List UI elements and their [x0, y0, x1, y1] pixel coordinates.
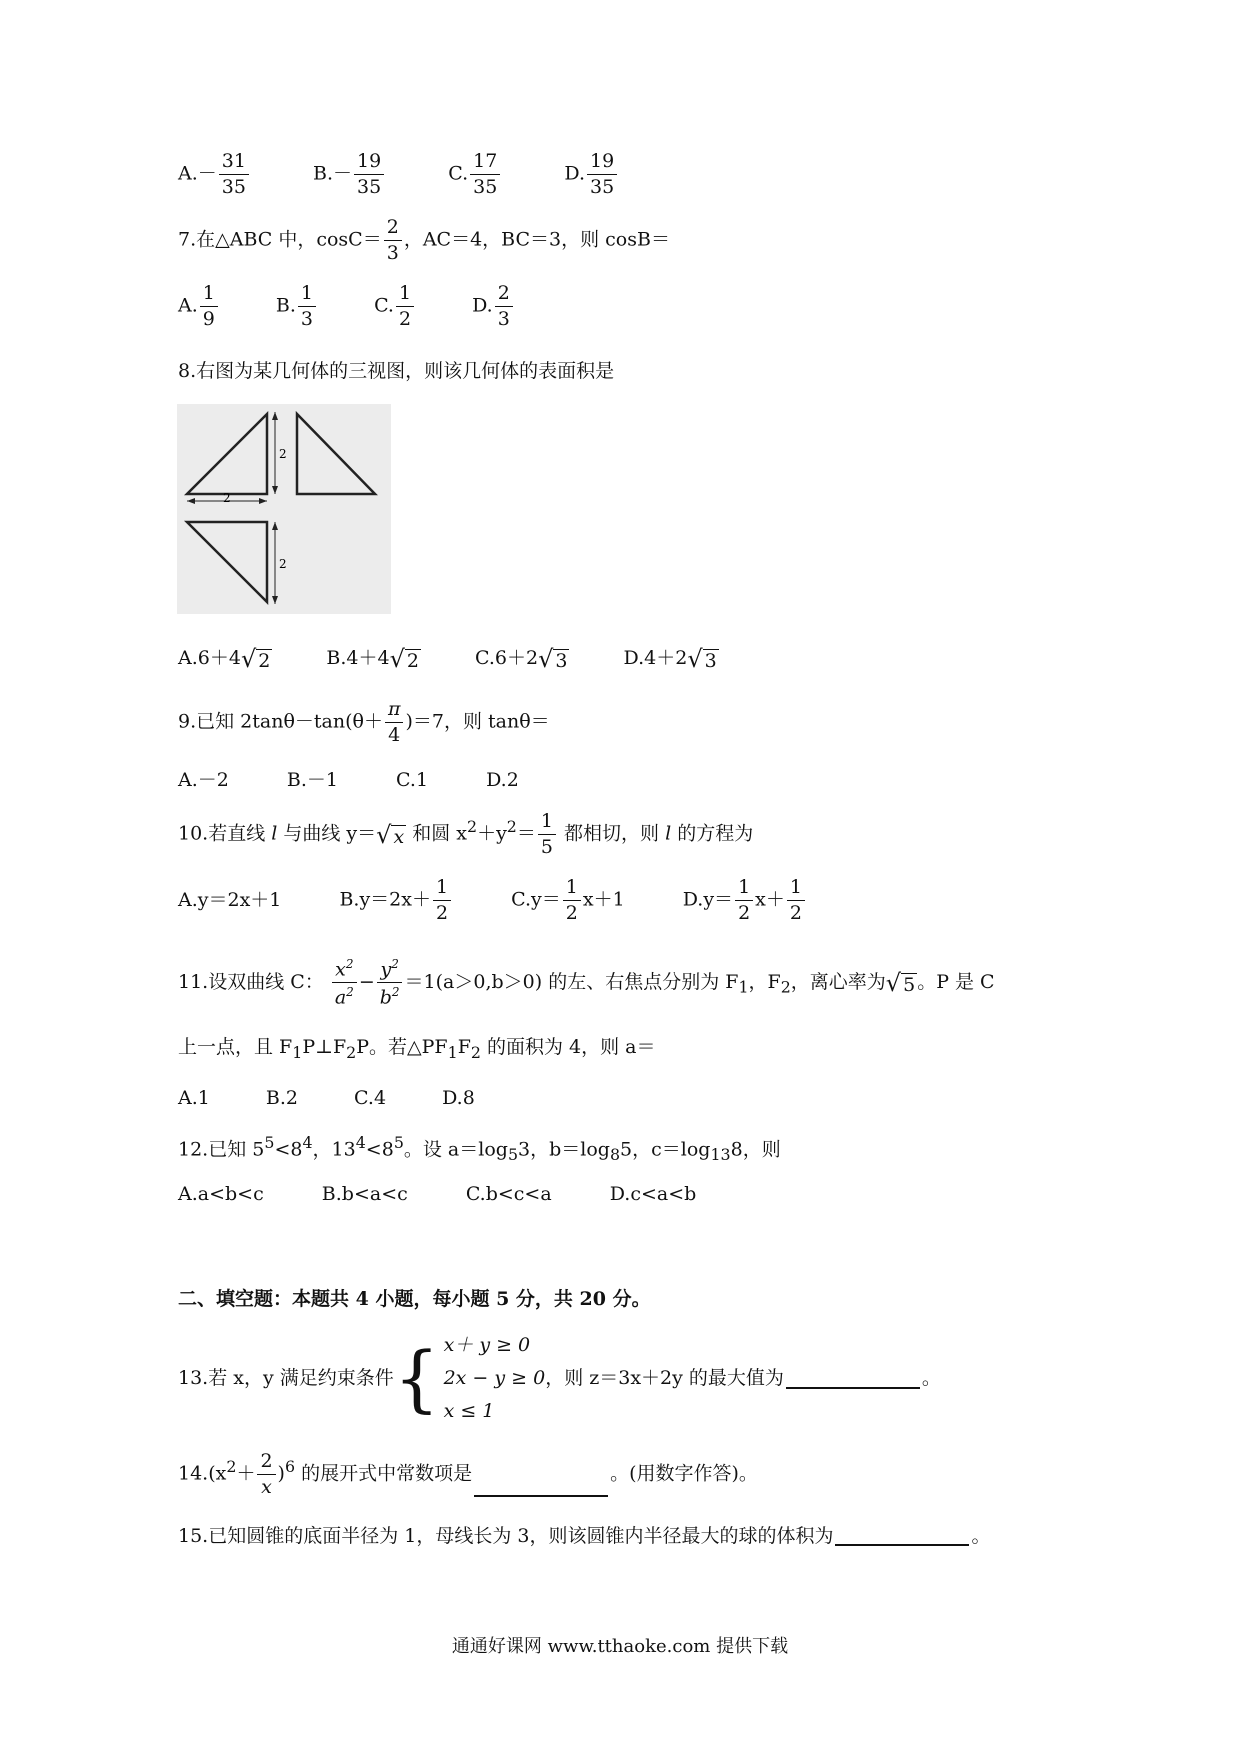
q9-option-a: A.－2 [178, 768, 229, 791]
front-height-label: 2 [279, 447, 287, 461]
q11-option-c: C.4 [354, 1086, 387, 1109]
constraint-system: { x＋ y ≥ 0 2x − y ≥ 0 x ≤ 1 [393, 1334, 546, 1422]
q12-option-b: B.b<a<c [321, 1182, 408, 1205]
q9-option-b: B.－1 [286, 768, 338, 791]
q6-option-d: D. $\frac{19}{35}$ [564, 152, 619, 197]
q9-options [178, 770, 519, 790]
q7-option-d: D. $\frac{2}{3}$ [472, 284, 515, 329]
three-view-figure [177, 404, 391, 614]
section-heading-fill-in: 二、填空题：本题共 4 小题，每小题 5 分，共 20 分。 [178, 1288, 651, 1310]
q10-option-d: D.y＝ $\frac{1}{2}$ x＋ $\frac{1}{2}$ [683, 878, 807, 923]
q8-option-b: B.4＋4√ 2 [326, 645, 419, 673]
q8-option-c: C.6＋2√ 3 [475, 645, 568, 673]
q8-question: 8.右图为某几何体的三视图，则该几何体的表面积是 [178, 360, 615, 382]
q15-question: 15.已知圆锥的底面半径为 1，母线长为 3，则该圆锥内半径最大的球的体积为 。 [178, 1525, 991, 1547]
q11-line2: 上一点，且 $F_1P\perp F_2P$。若$\triangle PF_1F_2$ 的面积为 4，则 a＝ [178, 1036, 656, 1062]
q7-options [178, 284, 515, 329]
three-view-svg [177, 404, 391, 614]
q14-question: $14.(x^2+$ $\frac{2}{x}$ )$^6$ 的展开式中常数项是 。(用数字作答)。 [178, 1450, 758, 1498]
front-width-label: 2 [223, 491, 231, 505]
page-footer: 通通好课网 www.tthaoke.com 提供下载 [451, 1636, 789, 1657]
q11-option-b: B.2 [265, 1086, 298, 1109]
q8-options [178, 647, 719, 671]
q15-answer-blank[interactable] [835, 1526, 969, 1546]
q11-options [178, 1088, 475, 1108]
top-height-label: 2 [279, 557, 287, 571]
q12-options [178, 1184, 696, 1204]
q11-question: 11.设双曲线 C： $\frac{x^2}{a^2}$ − $\frac{y^2}{b^2}$ ＝1(a＞0,b＞0) 的左、右焦点分别为 $F_1$，$F_2$，离心率为√ 5 。P 是 C [178, 957, 995, 1009]
q7-option-a: A. $\frac{1}{9}$ [178, 284, 220, 329]
q10-options [178, 878, 807, 923]
q12-option-a: A.a<b<c [178, 1182, 264, 1205]
q14-answer-blank[interactable] [474, 1477, 608, 1497]
q6-option-b: B.－ $\frac{19}{35}$ [313, 152, 386, 197]
q6-option-c: C. $\frac{17}{35}$ [448, 152, 502, 197]
q12-option-c: C.b<c<a [465, 1182, 552, 1205]
q6-option-a: A.－ $\frac{31}{35}$ [178, 152, 251, 197]
q12-question: 12.已知 $5^5<8^4$，$13^4<8^5$。设 $a=\log_53$，$b=\log_85$，$c=\log_{13}8$，则 [178, 1133, 781, 1165]
q10-question: 10.若直线 l 与曲线 y＝√ x 和圆 $x^2+y^2=$ $\frac{1}{5}$ 都相切，则 l 的方程为 [178, 810, 754, 858]
q8-option-d: D.4＋2√ 3 [623, 645, 717, 673]
q12-option-d: D.c<a<b [609, 1182, 697, 1205]
q8-option-a: A.6＋4√ 2 [178, 645, 271, 673]
q10-option-a: A.y＝2x＋1 [178, 889, 282, 911]
q9-question: 9.已知 2tanθ－tan(θ＋ $\frac{\pi}{4}$ )＝7，则 tanθ＝ [178, 698, 550, 746]
q11-option-a: A.1 [178, 1086, 210, 1109]
q10-option-b: B.y＝2x＋ $\frac{1}{2}$ [339, 878, 453, 923]
q13-question: 13.若 x，y 满足约束条件 { x＋ y ≥ 0 2x − y ≥ 0 x ≤ 1 ，则 z＝3x＋2y 的最大值为 。 [178, 1334, 941, 1422]
q9-option-c: C.1 [396, 768, 429, 791]
q6-options [178, 152, 619, 197]
q9-option-d: D.2 [486, 768, 519, 791]
q13-answer-blank[interactable] [786, 1369, 920, 1389]
q10-option-c: C.y＝ $\frac{1}{2}$ x＋1 [511, 876, 625, 924]
q7-option-c: C. $\frac{1}{2}$ [374, 284, 416, 329]
q7-option-b: B. $\frac{1}{3}$ [276, 284, 318, 329]
q7-question: 7.在△ABC 中，cosC＝ $\frac{2}{3}$ ，AC＝4，BC＝3，则 cosB＝ [178, 216, 670, 264]
q11-option-d: D.8 [442, 1086, 475, 1109]
